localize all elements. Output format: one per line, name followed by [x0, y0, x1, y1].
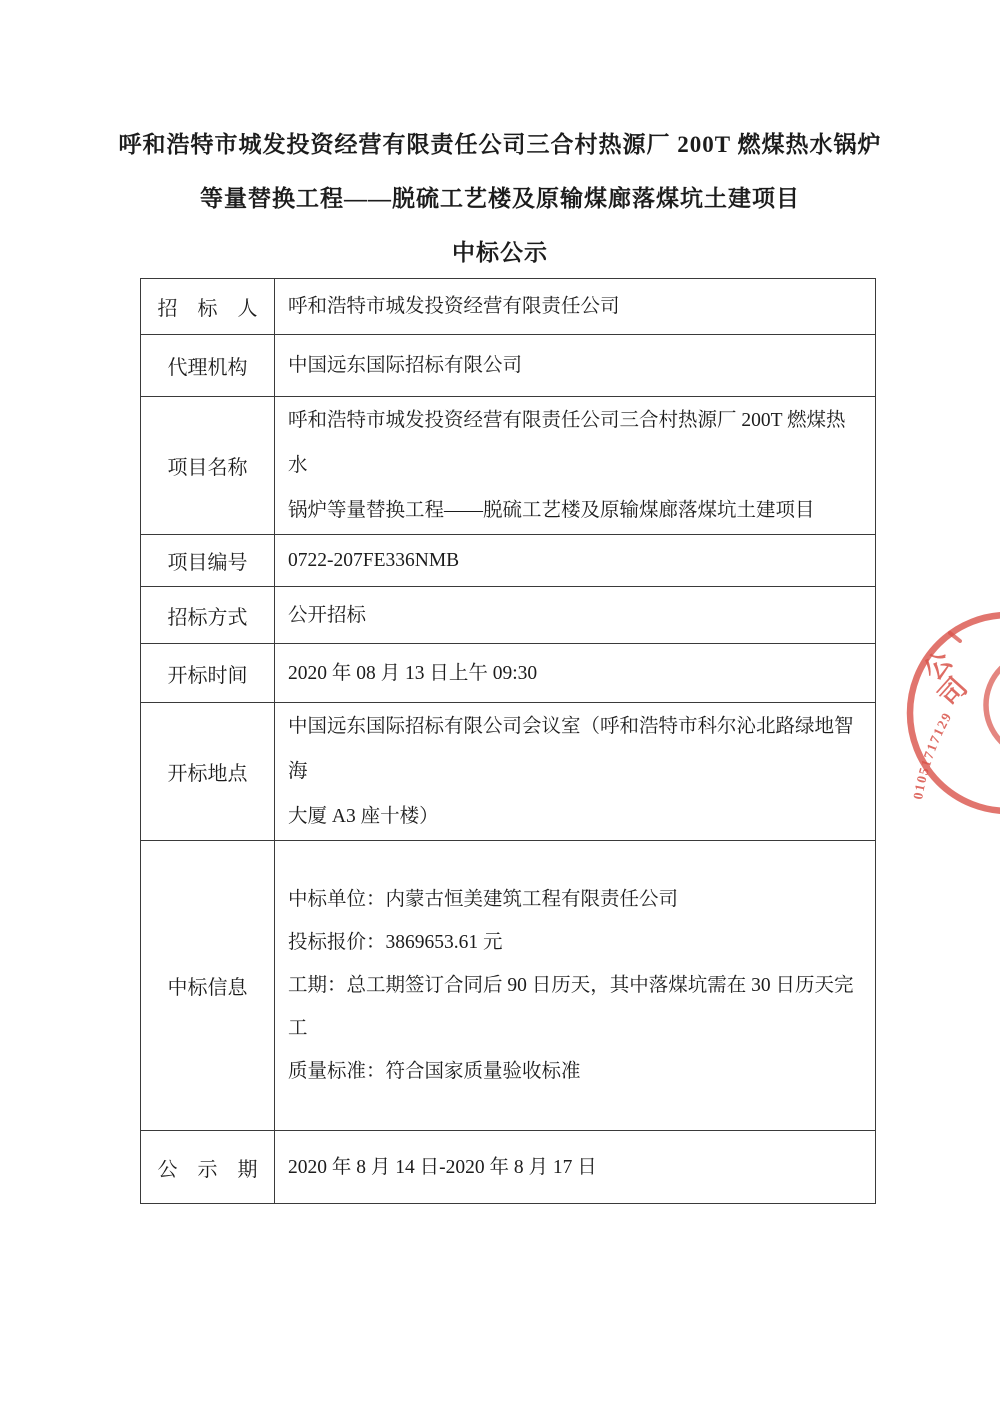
award-winner-line: 中标单位：内蒙古恒美建筑工程有限责任公司	[288, 889, 679, 910]
table-row-project-number	[141, 535, 876, 587]
table-row-tender-method	[141, 587, 876, 644]
row-label-opening-place: 开标地点	[141, 703, 275, 841]
value-line: 大厦 A3 座十楼）	[288, 806, 439, 827]
title-line-2: 等量替换工程——脱硫工艺楼及原输煤廊落煤坑土建项目	[200, 186, 800, 211]
award-duration-line: 工期：总工期签订合同后 90 日历天，其中落煤坑需在 30 日历天完工	[288, 975, 854, 1039]
value-line: 呼和浩特市城发投资经营有限责任公司三合村热源厂 200T 燃煤热水	[288, 410, 846, 476]
row-label-project-number: 项目编号	[141, 535, 275, 587]
value-line: 呼和浩特市城发投资经营有限责任公司	[288, 296, 620, 317]
row-value-project-number	[275, 535, 876, 587]
row-value-publicity-period	[275, 1131, 876, 1204]
stamp-serial-number: 01051717129	[910, 709, 955, 801]
value-line: 中国远东国际招标有限公司	[288, 355, 523, 376]
row-value-opening-time	[275, 644, 876, 703]
value-line: 公开招标	[288, 604, 367, 626]
row-label-tender-method: 招标方式	[141, 587, 275, 644]
value-line: 中国远东国际招标有限公司会议室（呼和浩特市科尔沁北路绿地智海	[288, 716, 854, 782]
row-label-publicity-period: 公 示 期	[141, 1131, 275, 1204]
stamp-faded-mark	[950, 633, 960, 641]
table-row-agency	[141, 335, 876, 397]
red-seal-stamp	[880, 585, 1000, 830]
row-value-agency	[275, 335, 876, 397]
row-value-tenderer	[275, 279, 876, 335]
bid-info-table	[140, 278, 876, 1204]
table-row-opening-time	[141, 644, 876, 703]
row-value-tender-method	[275, 587, 876, 644]
stamp-outer-circle	[910, 615, 1000, 811]
document-header	[0, 118, 1000, 280]
title-line-1: 呼和浩特市城发投资经营有限责任公司三合村热源厂 200T 燃煤热水锅炉	[118, 132, 882, 157]
value-line: 锅炉等量替换工程——脱硫工艺楼及原输煤廊落煤坑土建项目	[288, 500, 815, 521]
row-value-opening-place	[275, 703, 876, 841]
value-line: 0722-207FE336NMB	[288, 550, 460, 571]
stamp-char-gong: 公	[917, 645, 959, 687]
table-row-publicity-period	[141, 1131, 876, 1204]
value-line: 2020 年 8 月 14 日-2020 年 8 月 17 日	[288, 1156, 597, 1178]
table-row-tenderer	[141, 279, 876, 335]
table-row-award-info	[141, 841, 876, 1131]
row-label-tenderer: 招 标 人	[141, 279, 275, 335]
value-line: 2020 年 08 月 13 日上午 09:30	[288, 662, 538, 684]
row-label-award-info: 中标信息	[141, 841, 275, 1131]
row-label-project-name: 项目名称	[141, 397, 275, 535]
award-price-line: 投标报价：3869653.61 元	[288, 932, 503, 953]
row-value-award-info	[275, 841, 876, 1131]
stamp-inner-circle	[986, 653, 1000, 757]
award-quality-line: 质量标准：符合国家质量验收标准	[288, 1061, 581, 1082]
table-row-opening-place	[141, 703, 876, 841]
table-row-project-name	[141, 397, 876, 535]
row-value-project-name	[275, 397, 876, 535]
row-label-opening-time: 开标时间	[141, 644, 275, 703]
stamp-svg	[880, 585, 1000, 830]
row-label-agency: 代理机构	[141, 335, 275, 397]
document-subtitle: 中标公示	[452, 240, 548, 265]
stamp-char-si: 司	[932, 671, 974, 713]
